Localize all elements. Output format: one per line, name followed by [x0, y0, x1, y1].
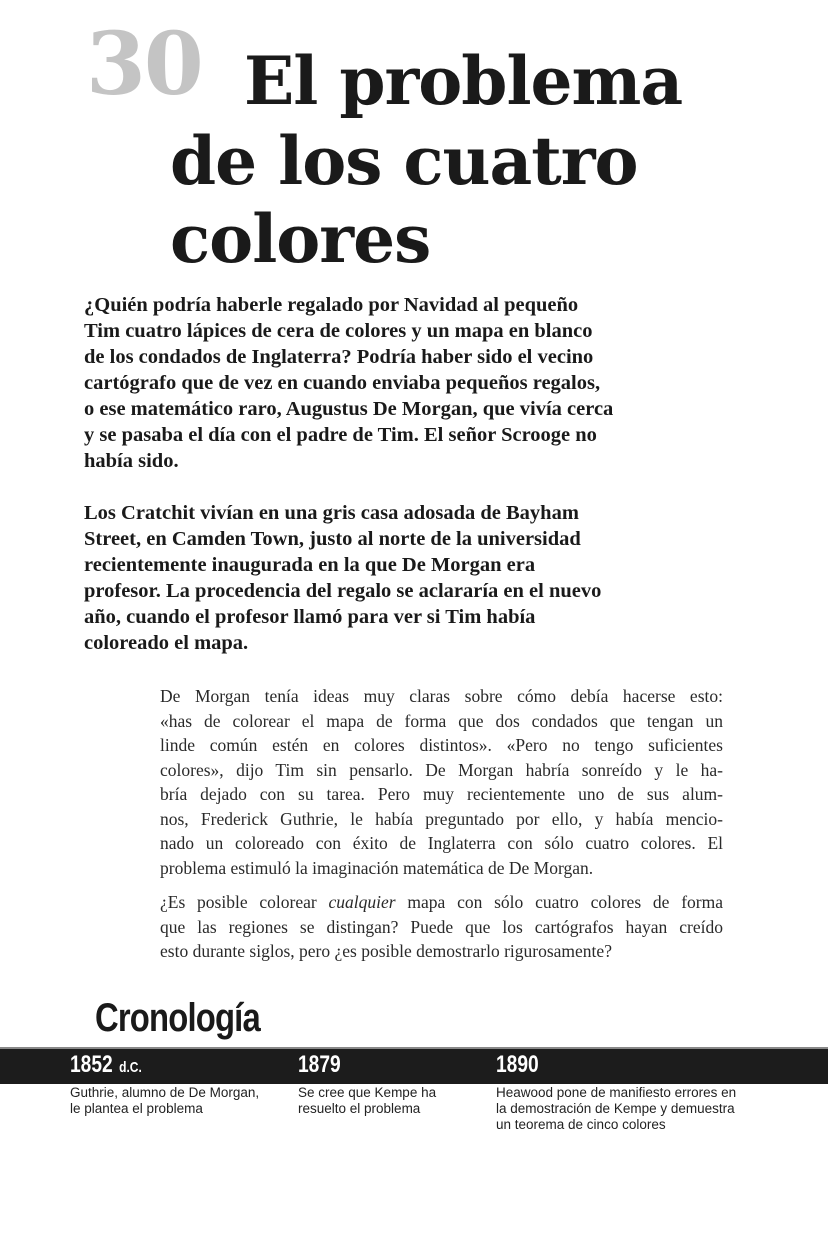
text-line: recientemente inaugurada en la que De Morgan era [84, 554, 536, 576]
text-line: que las regiones se distingan? Puede que los cartógrafos hayan creído [160, 916, 723, 937]
timeline-year-1852 [70, 1050, 142, 1083]
text-run: ¿Es posible colorear [160, 892, 329, 912]
intro-paragraph-2 [84, 500, 601, 656]
text-line: Heawood pone de manifiesto errores en [496, 1085, 737, 1100]
text-line: profesor. La procedencia del regalo se aclararía en el nuevo [84, 580, 602, 602]
text-line: problema estimuló la imaginación matemática de De Morgan. [160, 857, 594, 878]
text-line: nado un coloreado con éxito de Inglaterra con sólo cuatro colores. El [160, 833, 723, 853]
text-line: Tim cuatro lápices de cera de colores y un mapa en blanco [84, 320, 593, 342]
text-line: le plantea el problema [70, 1101, 203, 1116]
year: 1852 [70, 1051, 113, 1078]
timeline-desc-1852 [70, 1085, 259, 1117]
body-paragraph-1 [160, 684, 723, 880]
chapter-title-line-2: de los cuatro [170, 122, 638, 200]
text-line: un teorema de cinco colores [496, 1117, 666, 1132]
text-line: y se pasaba el día con el padre de Tim. El señor Scrooge no [84, 424, 597, 446]
chapter-title-line-3: colores [170, 200, 431, 278]
text-line: Street, en Camden Town, justo al norte de la universidad [84, 528, 581, 550]
text-line: De Morgan tenía ideas muy claras sobre cómo debía hacerse esto: [160, 686, 723, 706]
text-line: esto durante siglos, pero ¿es posible demostrarlo rigurosamente? [160, 941, 612, 961]
timeline-desc-1879 [298, 1085, 436, 1117]
chapter-number: 30 [86, 14, 202, 115]
text-line: Se cree que Kempe ha [298, 1085, 437, 1100]
text-line: había sido. [84, 450, 179, 472]
text-run: mapa con sólo cuatro colores de forma [395, 892, 724, 912]
intro-paragraph-1 [84, 292, 613, 474]
text-line: «has de colorear el mapa de forma que dos condados que tengan un [160, 710, 723, 731]
era: d.C. [119, 1059, 142, 1076]
text-line: ¿Quién podría haberle regalado por Navidad al pequeño [84, 294, 579, 316]
timeline-desc-1890 [496, 1085, 736, 1133]
timeline-year-1890: 1890 [496, 1051, 539, 1078]
text-line: Guthrie, alumno de De Morgan, [70, 1085, 260, 1100]
text-line: bría dejado con su tarea. Pero muy recientemente uno de sus alum- [160, 784, 723, 804]
text-line: o ese matemático raro, Augustus De Morgan, que vivía cerca [84, 398, 614, 420]
timeline-year-1879: 1879 [298, 1051, 341, 1078]
chapter-title-line-1: El problema [244, 42, 683, 120]
text-line: resuelto el problema [298, 1101, 421, 1116]
text-line: año, cuando el profesor llamó para ver si Tim había [84, 606, 536, 628]
text-line: Los Cratchit vivían en una gris casa adosada de Bayham [84, 502, 579, 524]
text-line: de los condados de Inglaterra? Podría haber sido el vecino [84, 346, 594, 368]
text-line: linde común estén en colores distintos». «Pero no tengo suficientes [160, 735, 723, 755]
emphasis: cualquier [328, 892, 396, 912]
text-line: nos, Frederick Guthrie, le había preguntado por ello, y había mencio- [160, 808, 723, 829]
text-line: colores», dijo Tim sin pensarlo. De Morgan habría sonreído y le ha- [160, 759, 723, 780]
text-line: la demostración de Kempe y demuestra [496, 1101, 735, 1116]
text-line: coloreado el mapa. [84, 632, 249, 654]
text-line [160, 890, 723, 915]
body-paragraph-2 [160, 890, 723, 964]
timeline-heading: Cronología [95, 996, 260, 1040]
text-line: cartógrafo que de vez en cuando enviaba pequeños regalos, [84, 372, 601, 394]
